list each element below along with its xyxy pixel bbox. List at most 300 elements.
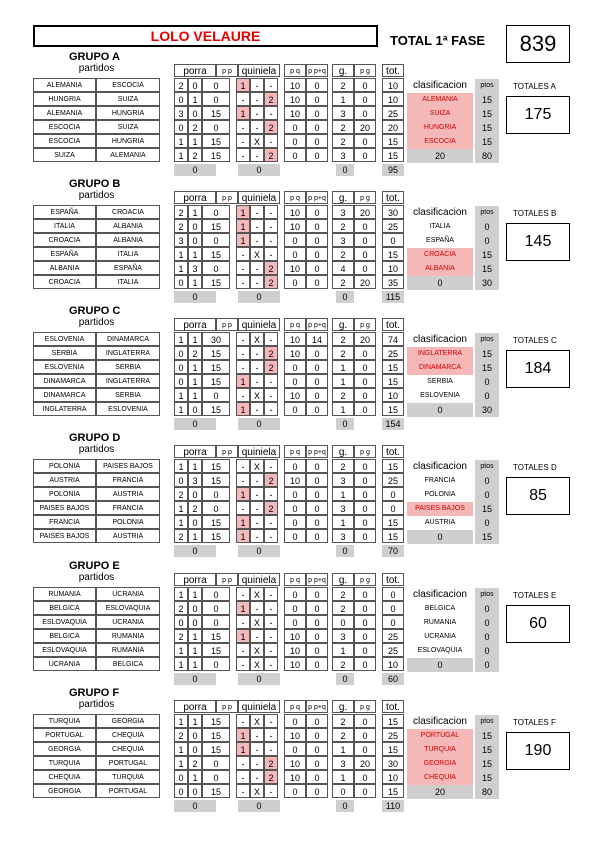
score-cell: 1: [174, 657, 188, 671]
score-cell: 15: [202, 515, 230, 529]
group-section: [0, 432, 595, 562]
score-cell: 10: [284, 78, 306, 92]
score-cell: 0: [306, 78, 328, 92]
team-cell: INGLATERRA: [96, 374, 160, 388]
score-cell: 2: [174, 728, 188, 742]
score-cell: -: [236, 643, 250, 657]
score-cell: 0: [332, 615, 354, 629]
score-cell: 0: [354, 728, 376, 742]
team-cell: AUSTRIA: [96, 529, 160, 543]
clasificacion-points: 0: [475, 630, 499, 644]
score-cell: 0: [354, 629, 376, 643]
score-cell: 1: [174, 587, 188, 601]
column-header-g: g.: [332, 191, 354, 204]
score-cell: 15: [382, 360, 404, 374]
score-cell: 0: [306, 205, 328, 219]
score-cell: 10: [382, 92, 404, 106]
score-cell: 25: [382, 106, 404, 120]
clasificacion-points: 0: [475, 234, 499, 248]
sum-pg: 0: [336, 418, 354, 430]
clasificacion-team: ALEMANIA: [407, 93, 473, 107]
group-totals-value: 60: [506, 605, 570, 643]
group-totals-label: TOTALES B: [513, 209, 557, 218]
clasificacion-header: clasificacion: [413, 80, 467, 91]
team-cell: AUSTRIA: [33, 473, 96, 487]
score-cell: -: [236, 388, 250, 402]
score-cell: 0: [188, 615, 202, 629]
sum-tot: 95: [382, 164, 404, 176]
score-cell: 2: [332, 332, 354, 346]
score-cell: 2: [332, 714, 354, 728]
score-cell: 0: [306, 219, 328, 233]
clasificacion-points: 15: [475, 729, 499, 743]
score-cell: 15: [202, 784, 230, 798]
score-cell: 3: [332, 106, 354, 120]
group-totals-label: TOTALES C: [513, 336, 557, 345]
column-header-tot: tot.: [382, 64, 404, 77]
score-cell: 20: [354, 332, 376, 346]
clasificacion-team: TURQUIA: [407, 743, 473, 757]
column-header-pq: p q: [284, 191, 306, 204]
clasificacion-points: 0: [475, 488, 499, 502]
score-cell: 2: [332, 134, 354, 148]
score-cell: -: [250, 374, 264, 388]
score-cell: -: [250, 261, 264, 275]
score-cell: 15: [202, 728, 230, 742]
score-cell: X: [250, 643, 264, 657]
score-cell: X: [250, 388, 264, 402]
score-cell: 1: [174, 459, 188, 473]
score-cell: 2: [332, 459, 354, 473]
team-cell: HUNGRIA: [96, 106, 160, 120]
column-header-tot: tot.: [382, 318, 404, 331]
score-cell: 2: [188, 148, 202, 162]
score-cell: -: [236, 148, 250, 162]
score-cell: 1: [174, 756, 188, 770]
clasificacion-points: 15: [475, 757, 499, 771]
score-cell: 2: [174, 205, 188, 219]
column-header-pp: p p: [216, 445, 238, 458]
clasificacion-sum-right: 15: [475, 530, 499, 544]
score-cell: -: [264, 402, 278, 416]
score-cell: -: [250, 78, 264, 92]
score-cell: 15: [382, 374, 404, 388]
score-cell: X: [250, 247, 264, 261]
score-cell: 1: [236, 374, 250, 388]
team-cell: TURQUIA: [96, 770, 160, 784]
team-cell: ESCOCIA: [33, 134, 96, 148]
team-cell: DINAMARCA: [33, 374, 96, 388]
sum-tot: 154: [382, 418, 404, 430]
score-cell: -: [264, 643, 278, 657]
score-cell: 2: [174, 219, 188, 233]
column-header-g: g.: [332, 318, 354, 331]
score-cell: 3: [332, 473, 354, 487]
score-cell: 0: [354, 601, 376, 615]
score-cell: -: [250, 92, 264, 106]
clasificacion-team: UCRANIA: [424, 633, 456, 640]
clasificacion-team: GEORGIA: [407, 757, 473, 771]
score-cell: 0: [354, 134, 376, 148]
group-title: GRUPO C: [69, 305, 121, 317]
score-cell: 0: [354, 459, 376, 473]
score-cell: 0: [354, 615, 376, 629]
clasificacion-points: 0: [475, 616, 499, 630]
clasificacion-sum-right: 80: [475, 785, 499, 799]
score-cell: 1: [188, 134, 202, 148]
score-cell: 3: [332, 629, 354, 643]
score-cell: 2: [264, 501, 278, 515]
score-cell: 0: [202, 615, 230, 629]
score-cell: 0: [174, 473, 188, 487]
clasificacion-team: ITALIA: [429, 223, 451, 230]
score-cell: X: [250, 615, 264, 629]
group-totals-value: 85: [506, 477, 570, 515]
column-header-ppq: p p+q: [306, 573, 328, 586]
score-cell: 2: [264, 346, 278, 360]
score-cell: -: [236, 714, 250, 728]
clasificacion-points: 15: [475, 248, 499, 262]
score-cell: 2: [332, 657, 354, 671]
score-cell: 0: [306, 529, 328, 543]
score-cell: 0: [354, 742, 376, 756]
score-cell: 15: [202, 529, 230, 543]
team-cell: PORTUGAL: [96, 756, 160, 770]
score-cell: 0: [284, 742, 306, 756]
score-cell: -: [264, 233, 278, 247]
team-cell: ITALIA: [96, 275, 160, 289]
score-cell: 0: [306, 714, 328, 728]
score-cell: -: [250, 148, 264, 162]
score-cell: 15: [382, 134, 404, 148]
team-cell: ESLOVAQUIA: [33, 615, 96, 629]
group-totals-value: 175: [506, 96, 570, 134]
score-cell: 1: [332, 515, 354, 529]
score-cell: 2: [264, 92, 278, 106]
column-header-pg: p g: [354, 573, 376, 586]
team-cell: CROACIA: [96, 205, 160, 219]
score-cell: 10: [382, 388, 404, 402]
score-cell: 1: [236, 742, 250, 756]
team-cell: POLONIA: [33, 459, 96, 473]
sum-pg: 0: [336, 800, 354, 812]
column-header-g: g.: [332, 573, 354, 586]
score-cell: X: [250, 714, 264, 728]
score-cell: 0: [332, 784, 354, 798]
ptos-header: ptos: [475, 206, 499, 220]
column-header-tot: tot.: [382, 700, 404, 713]
team-cell: CHEQUIA: [96, 742, 160, 756]
score-cell: 1: [236, 728, 250, 742]
score-cell: 0: [354, 78, 376, 92]
team-cell: ESPAÑA: [33, 205, 96, 219]
clasificacion-points: 0: [475, 516, 499, 530]
score-cell: 0: [306, 459, 328, 473]
score-cell: -: [236, 360, 250, 374]
team-cell: PAISES BAJOS: [33, 501, 96, 515]
score-cell: 2: [264, 148, 278, 162]
score-cell: -: [236, 134, 250, 148]
score-cell: 15: [202, 629, 230, 643]
score-cell: 2: [264, 261, 278, 275]
score-cell: 0: [284, 120, 306, 134]
team-cell: FRANCIA: [33, 515, 96, 529]
total-phase-value: 839: [506, 25, 570, 63]
column-header-quiniela: quiniela: [238, 64, 280, 77]
score-cell: 15: [382, 515, 404, 529]
score-cell: 0: [306, 247, 328, 261]
clasificacion-team: ALBANIA: [407, 262, 473, 276]
score-cell: 0: [354, 529, 376, 543]
clasificacion-points: 0: [475, 375, 499, 389]
clasificacion-points: 15: [475, 135, 499, 149]
ptos-header: ptos: [475, 715, 499, 729]
sum-pp: 0: [174, 800, 216, 812]
score-cell: 15: [202, 643, 230, 657]
column-header-pq: p q: [284, 318, 306, 331]
team-cell: SUIZA: [96, 92, 160, 106]
score-cell: 0: [174, 92, 188, 106]
team-cell: ESLOVENIA: [33, 360, 96, 374]
sum-tot: 60: [382, 673, 404, 685]
score-cell: 15: [202, 106, 230, 120]
score-cell: 15: [382, 459, 404, 473]
group-title: GRUPO E: [69, 560, 120, 572]
team-cell: UCRANIA: [96, 587, 160, 601]
column-header-porra: porra: [174, 64, 216, 77]
score-cell: -: [264, 388, 278, 402]
score-cell: 15: [202, 360, 230, 374]
team-cell: ESCOCIA: [96, 78, 160, 92]
score-cell: 1: [174, 714, 188, 728]
score-cell: 1: [188, 714, 202, 728]
clasificacion-points: 15: [475, 502, 499, 516]
score-cell: 0: [306, 388, 328, 402]
team-cell: INGLATERRA: [33, 402, 96, 416]
clasificacion-sum-left: 20: [407, 149, 473, 163]
score-cell: 0: [174, 784, 188, 798]
team-cell: SUIZA: [96, 120, 160, 134]
score-cell: 3: [188, 261, 202, 275]
partidos-header: partidos: [78, 444, 115, 455]
score-cell: 0: [202, 120, 230, 134]
team-cell: BELGICA: [33, 629, 96, 643]
score-cell: 0: [284, 601, 306, 615]
score-cell: 1: [174, 501, 188, 515]
clasificacion-header: clasificacion: [413, 716, 467, 727]
column-header-pp: p p: [216, 318, 238, 331]
column-header-ppq: p p+q: [306, 191, 328, 204]
score-cell: 0: [354, 92, 376, 106]
score-cell: 0: [354, 148, 376, 162]
score-cell: 20: [382, 120, 404, 134]
score-cell: 1: [236, 529, 250, 543]
score-cell: 0: [306, 487, 328, 501]
team-cell: PORTUGAL: [33, 728, 96, 742]
score-cell: 35: [382, 275, 404, 289]
score-cell: 0: [354, 106, 376, 120]
score-cell: 1: [174, 515, 188, 529]
score-cell: 0: [306, 615, 328, 629]
column-header-porra: porra: [174, 318, 216, 331]
column-header-tot: tot.: [382, 191, 404, 204]
score-cell: 0: [188, 601, 202, 615]
score-cell: 1: [188, 587, 202, 601]
team-cell: RUMANIA: [96, 643, 160, 657]
score-cell: -: [250, 219, 264, 233]
score-cell: 0: [202, 78, 230, 92]
score-cell: 3: [332, 205, 354, 219]
score-cell: 30: [202, 332, 230, 346]
column-header-pg: p g: [354, 191, 376, 204]
score-cell: -: [250, 205, 264, 219]
score-cell: 0: [284, 587, 306, 601]
column-header-pg: p g: [354, 64, 376, 77]
clasificacion-team: PAISES BAJOS: [407, 502, 473, 516]
score-cell: -: [250, 487, 264, 501]
score-cell: 0: [284, 714, 306, 728]
score-cell: 15: [202, 374, 230, 388]
score-cell: 2: [332, 388, 354, 402]
partidos-header: partidos: [78, 63, 115, 74]
sum-tot: 70: [382, 545, 404, 557]
score-cell: 0: [306, 657, 328, 671]
clasificacion-sum-left: 0: [407, 276, 473, 290]
score-cell: -: [264, 374, 278, 388]
score-cell: 0: [306, 601, 328, 615]
score-cell: 3: [332, 148, 354, 162]
score-cell: -: [264, 529, 278, 543]
column-header-porra: porra: [174, 573, 216, 586]
score-cell: 0: [354, 784, 376, 798]
score-cell: 0: [306, 402, 328, 416]
score-cell: 25: [382, 629, 404, 643]
team-cell: SERBIA: [96, 360, 160, 374]
group-totals-value: 184: [506, 350, 570, 388]
sum-pq: 0: [238, 418, 280, 430]
score-cell: -: [250, 346, 264, 360]
score-cell: X: [250, 459, 264, 473]
score-cell: 0: [382, 501, 404, 515]
score-cell: 0: [306, 275, 328, 289]
group-title: GRUPO A: [69, 51, 120, 63]
clasificacion-team: ESCOCIA: [407, 135, 473, 149]
score-cell: -: [264, 106, 278, 120]
team-cell: TURQUIA: [33, 756, 96, 770]
team-cell: GEORGIA: [33, 742, 96, 756]
score-cell: 0: [202, 233, 230, 247]
score-cell: 2: [332, 247, 354, 261]
score-cell: -: [250, 275, 264, 289]
score-cell: 1: [188, 275, 202, 289]
player-name: LOLO VELAURE: [33, 25, 378, 47]
clasificacion-team: DINAMARCA: [407, 361, 473, 375]
team-cell: SUIZA: [33, 148, 96, 162]
score-cell: -: [264, 784, 278, 798]
score-cell: -: [236, 346, 250, 360]
team-cell: HUNGRIA: [96, 134, 160, 148]
ptos-header: ptos: [475, 333, 499, 347]
score-cell: 15: [382, 148, 404, 162]
score-cell: X: [250, 332, 264, 346]
clasificacion-sum-left: 0: [407, 530, 473, 544]
score-cell: 0: [188, 728, 202, 742]
score-cell: 0: [202, 756, 230, 770]
score-cell: 2: [332, 219, 354, 233]
score-cell: -: [264, 587, 278, 601]
score-cell: 1: [174, 148, 188, 162]
group-totals-label: TOTALES F: [513, 718, 556, 727]
score-cell: -: [250, 529, 264, 543]
score-cell: 3: [332, 233, 354, 247]
score-cell: 1: [174, 261, 188, 275]
score-cell: 0: [354, 374, 376, 388]
ptos-header: ptos: [475, 588, 499, 602]
score-cell: 20: [354, 205, 376, 219]
score-cell: X: [250, 134, 264, 148]
score-cell: 0: [306, 742, 328, 756]
score-cell: 10: [284, 657, 306, 671]
team-cell: ALEMANIA: [33, 106, 96, 120]
team-cell: ALEMANIA: [96, 148, 160, 162]
score-cell: 10: [382, 78, 404, 92]
score-cell: 0: [306, 629, 328, 643]
score-cell: 15: [202, 714, 230, 728]
group-title: GRUPO D: [69, 432, 121, 444]
score-cell: 15: [202, 459, 230, 473]
score-cell: 15: [382, 247, 404, 261]
score-cell: 1: [188, 770, 202, 784]
clasificacion-team: SERBIA: [427, 378, 453, 385]
score-cell: 10: [284, 629, 306, 643]
score-cell: 0: [284, 275, 306, 289]
score-cell: 25: [382, 728, 404, 742]
clasificacion-team: SUIZA: [407, 107, 473, 121]
score-cell: -: [236, 247, 250, 261]
team-cell: ITALIA: [96, 247, 160, 261]
score-cell: 10: [284, 473, 306, 487]
score-cell: -: [264, 205, 278, 219]
clasificacion-points: 15: [475, 771, 499, 785]
column-header-pg: p g: [354, 318, 376, 331]
score-cell: 1: [188, 657, 202, 671]
score-cell: 0: [354, 346, 376, 360]
score-cell: 0: [382, 233, 404, 247]
team-cell: PAISES BAJOS: [33, 529, 96, 543]
team-cell: ESCOCIA: [33, 120, 96, 134]
team-cell: UCRANIA: [96, 615, 160, 629]
score-cell: 1: [188, 247, 202, 261]
score-cell: 1: [174, 134, 188, 148]
score-cell: -: [250, 770, 264, 784]
score-cell: 1: [236, 219, 250, 233]
score-cell: -: [250, 728, 264, 742]
group-totals-label: TOTALES A: [513, 82, 556, 91]
sum-pp: 0: [174, 291, 216, 303]
score-cell: 10: [382, 657, 404, 671]
score-cell: 0: [284, 501, 306, 515]
score-cell: 10: [284, 261, 306, 275]
score-cell: 15: [382, 402, 404, 416]
column-header-pq: p q: [284, 700, 306, 713]
score-cell: -: [250, 402, 264, 416]
score-cell: -: [250, 756, 264, 770]
team-cell: ALBANIA: [96, 219, 160, 233]
column-header-porra: porra: [174, 445, 216, 458]
sum-pp: 0: [174, 164, 216, 176]
score-cell: 0: [174, 374, 188, 388]
score-cell: 10: [284, 346, 306, 360]
